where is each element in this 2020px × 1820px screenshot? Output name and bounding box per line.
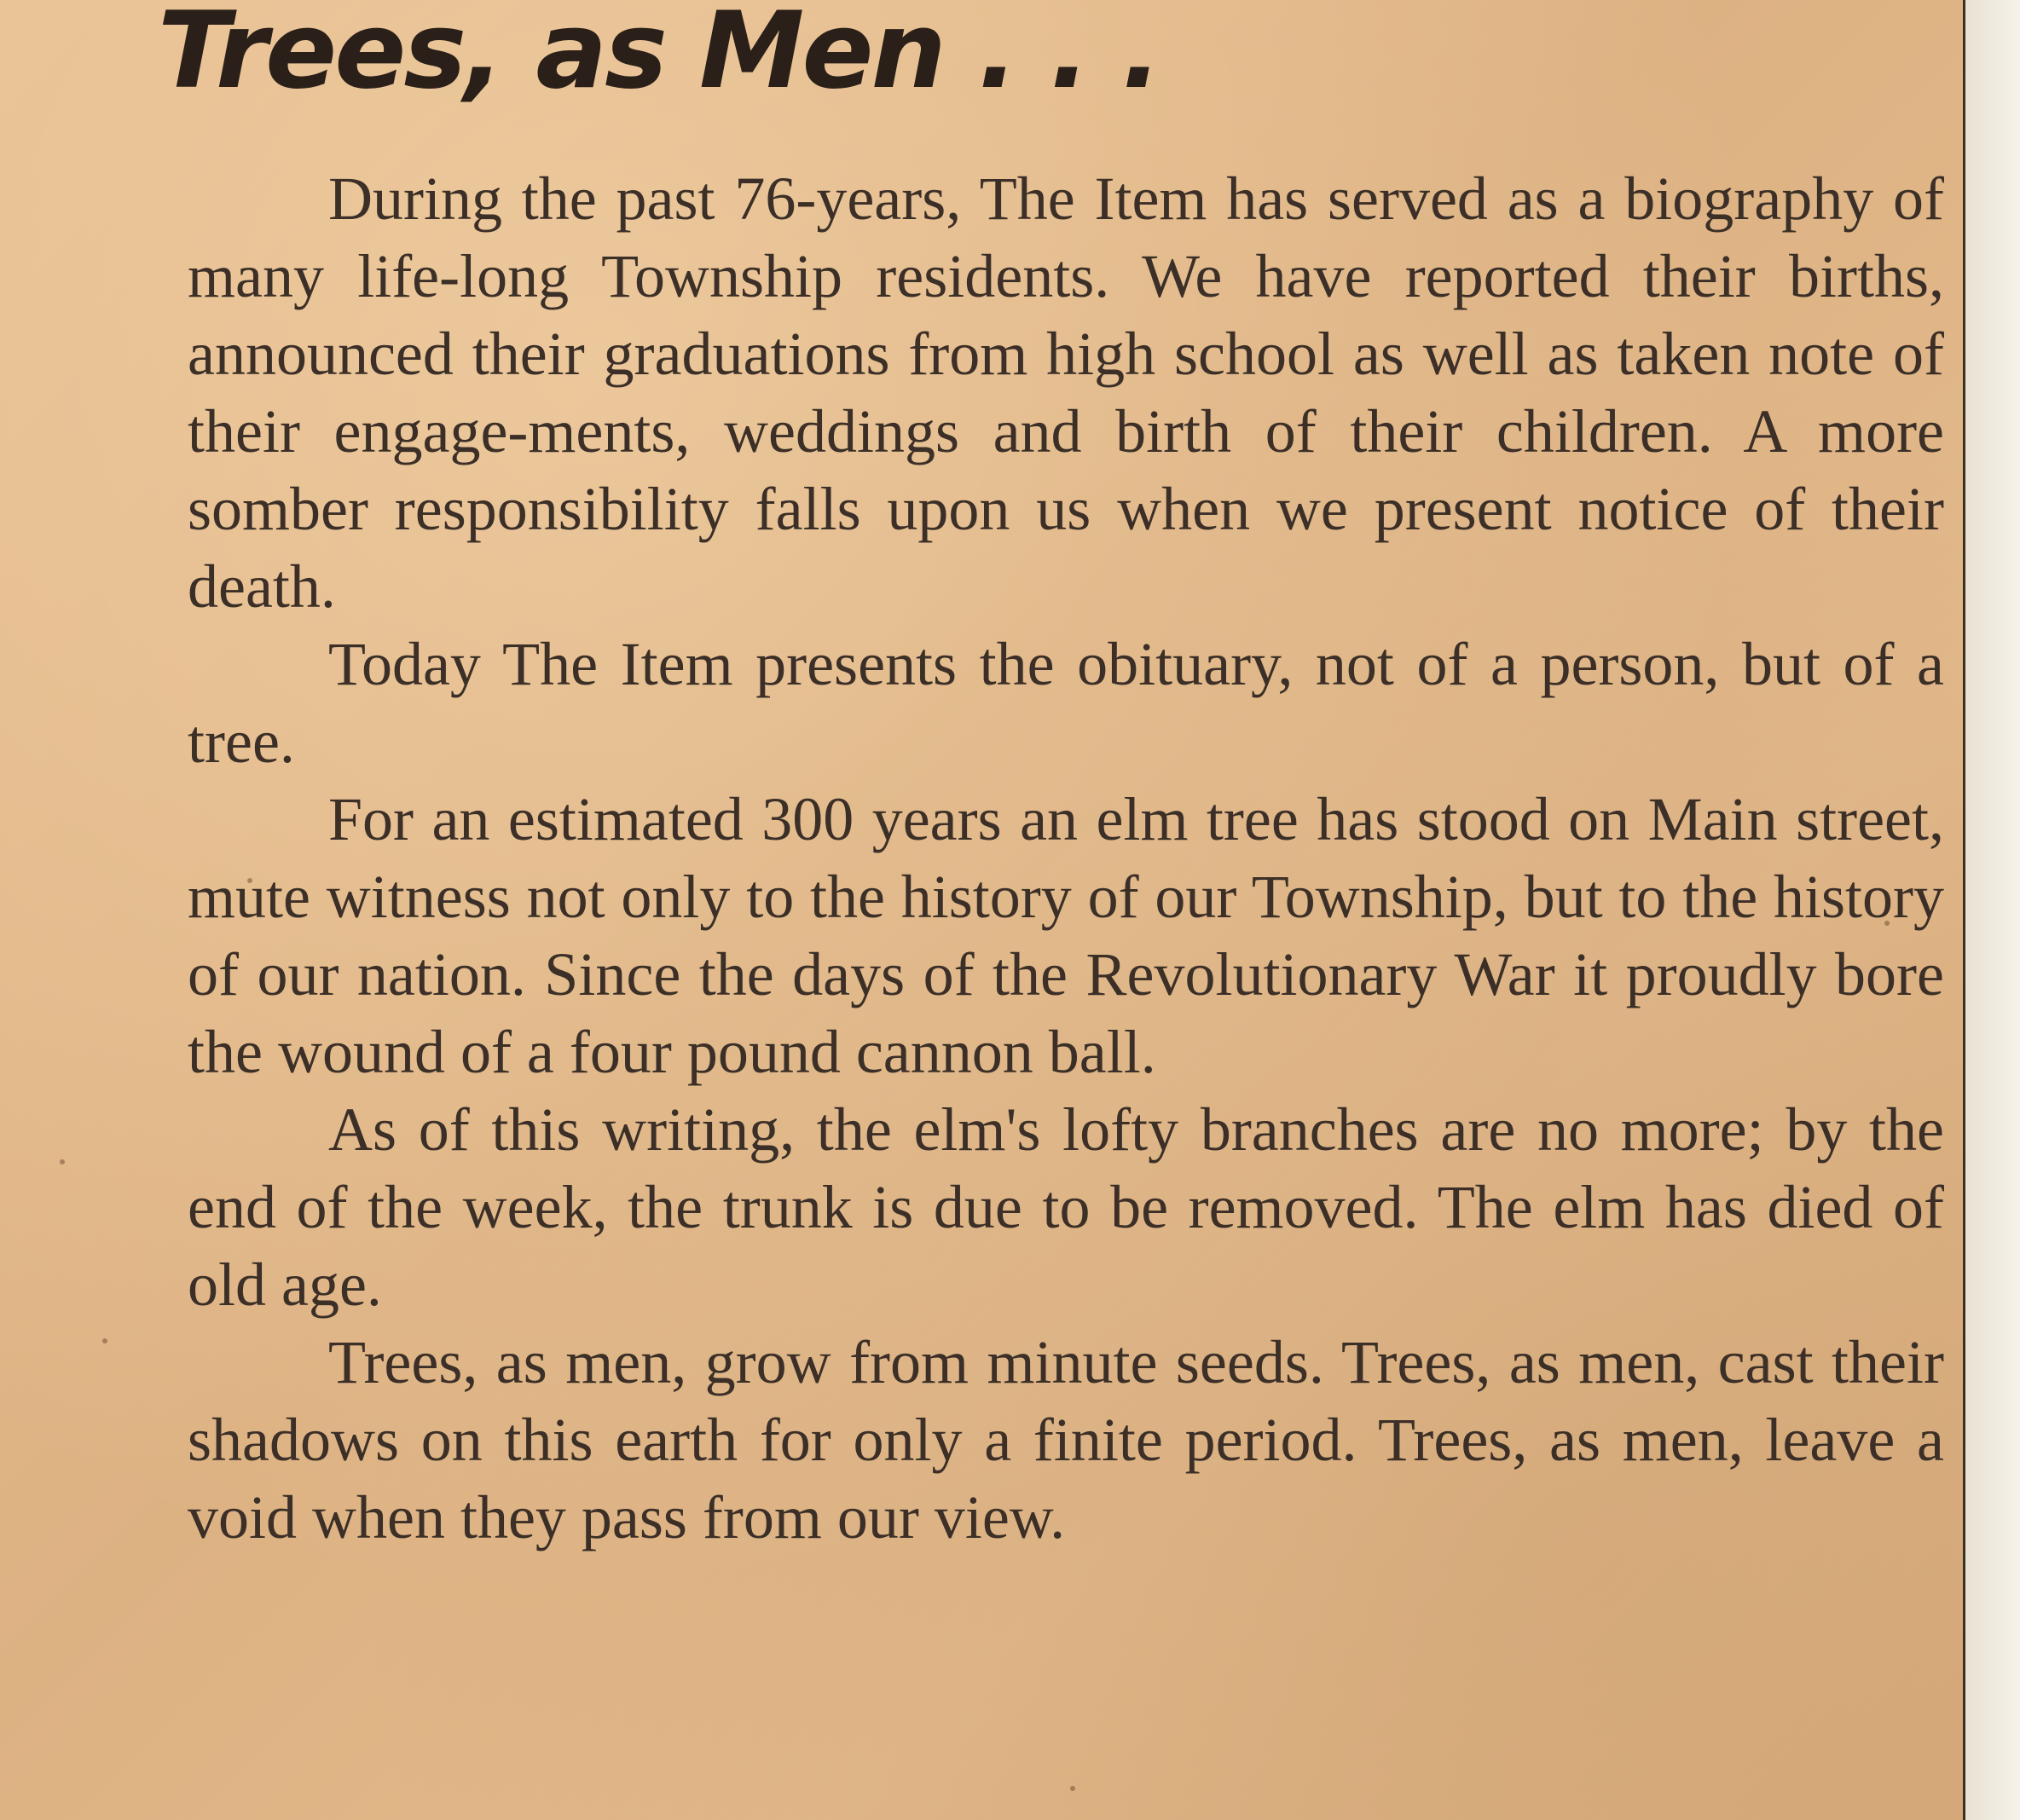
- article-paragraph-5: Trees, as men, grow from minute seeds. Trees, as men, cast their shadows on this earth for only a finite period. Trees, as men, leave a void when they pass from our view.: [188, 1328, 1944, 1551]
- paper-speck: [102, 1338, 107, 1343]
- paper-speck: [1070, 1786, 1075, 1791]
- article-paragraph-3: For an estimated 300 years an elm tree has stood on Main street, mute witness not only to the history of our Township, but to the history of our nation. Since the days of the Revolutionary War it proudly bore the wound of a four pound cannon ball.: [188, 785, 1944, 1086]
- article-paragraph-2: Today The Item presents the obituary, not of a person, but of a tree.: [188, 630, 1944, 776]
- article-headline: Trees, as Men . . .: [158, 0, 1160, 113]
- article-paragraph-1: During the past 76-years, The Item has served as a biography of many life-long Township residents. We have reported their births, announced their graduations from high school as well as taken note of their engage-ments, weddings and birth of their children. A more somber responsibility falls upon us when we present notice of their death.: [188, 165, 1944, 621]
- article-paragraph-4: As of this writing, the elm's lofty branches are no more; by the end of the week, the trunk is due to be removed. The elm has died of old age.: [188, 1095, 1944, 1319]
- paper-speck: [1884, 921, 1890, 926]
- page-margin: [1965, 0, 2020, 1820]
- paper-speck: [247, 878, 252, 883]
- paper-speck: [60, 1159, 65, 1164]
- article-body: [188, 160, 1944, 1557]
